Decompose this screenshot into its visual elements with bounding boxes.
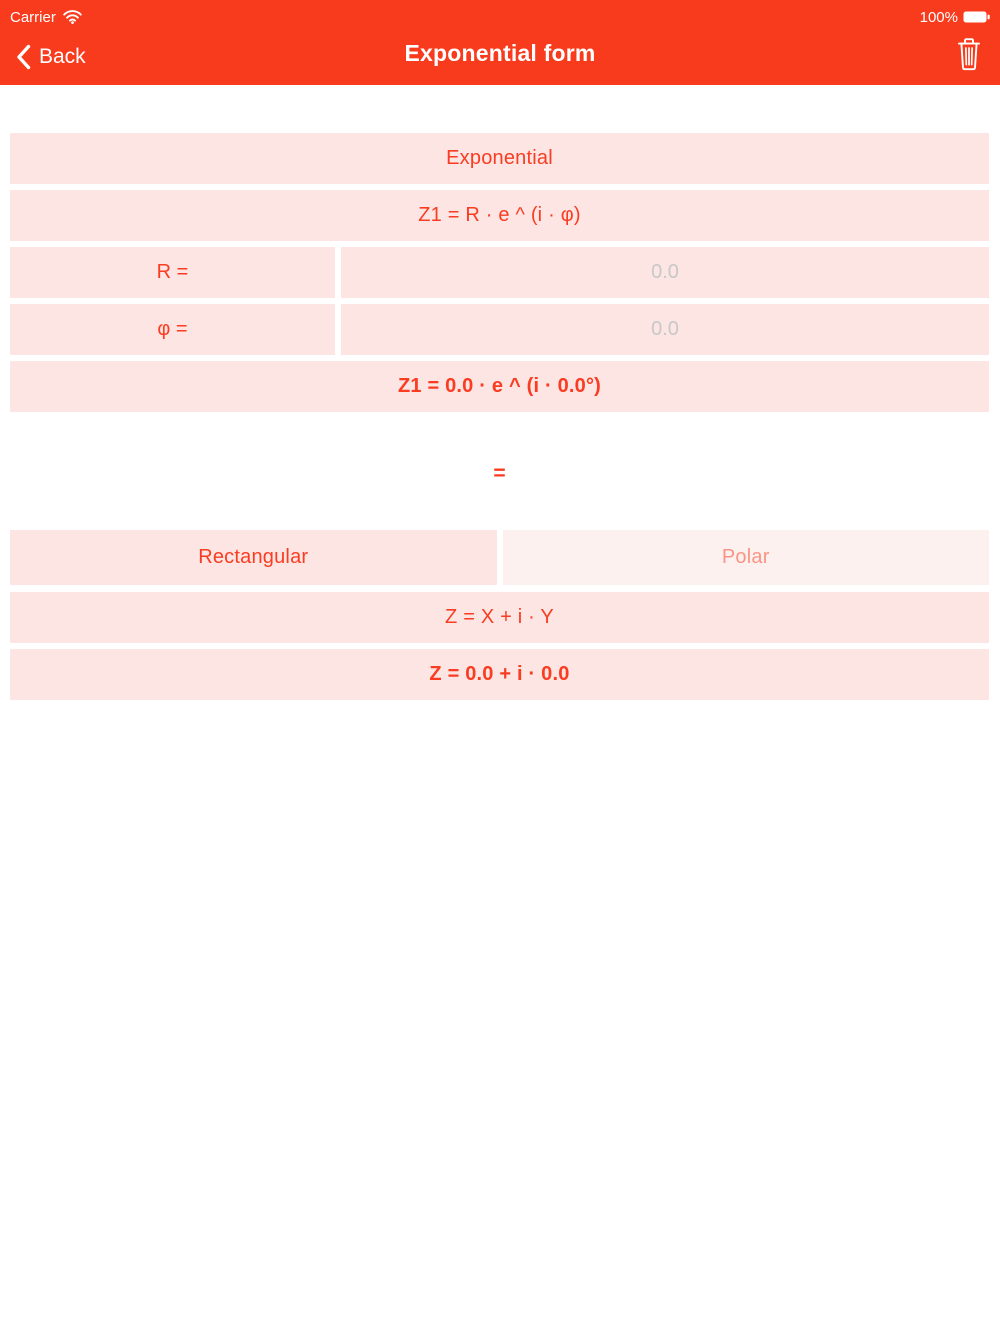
exponential-section-header: Exponential [10, 133, 989, 184]
status-right [920, 9, 990, 26]
status-left [10, 9, 82, 26]
wifi-icon [63, 10, 82, 24]
tab-polar[interactable]: Polar [503, 530, 990, 585]
form-tabs [10, 530, 989, 585]
page-title: Exponential form [404, 40, 596, 66]
exponential-result: Z1 = 0.0 · e ^ (i · 0.0°) [10, 361, 989, 412]
app-header [0, 0, 1000, 85]
r-input[interactable] [341, 247, 989, 298]
status-bar [0, 0, 1000, 28]
carrier-label: Carrier [10, 8, 56, 26]
back-button[interactable] [16, 44, 86, 70]
r-field-row [10, 247, 989, 298]
trash-icon [954, 36, 984, 73]
equals-separator: = [493, 462, 506, 485]
battery-percent-label: 100% [919, 8, 958, 26]
rectangular-formula: Z = X + i · Y [10, 592, 989, 643]
r-label: R = [10, 247, 335, 298]
back-chevron-icon [16, 44, 31, 70]
battery-icon [963, 11, 990, 23]
phi-field-row [10, 304, 989, 355]
main-content [0, 85, 1000, 700]
rectangular-result: Z = 0.0 + i · 0.0 [10, 649, 989, 700]
tab-rectangular[interactable]: Rectangular [10, 530, 497, 585]
exponential-formula: Z1 = R · e ^ (i · φ) [10, 190, 989, 241]
phi-label: φ = [10, 304, 335, 355]
back-label: Back [39, 44, 86, 68]
nav-bar [0, 28, 1000, 85]
trash-button[interactable] [954, 36, 984, 77]
phi-input[interactable] [341, 304, 989, 355]
